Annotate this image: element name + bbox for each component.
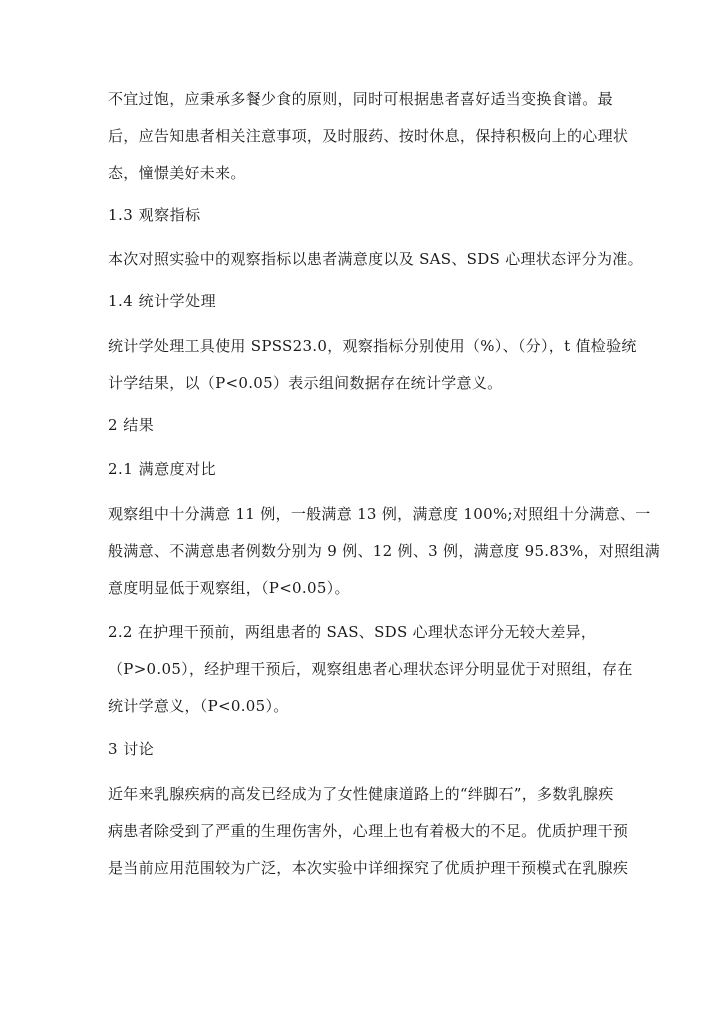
paragraph-6-line-2: 病患者除受到了严重的生理伤害外，心理上也有着极大的不足。优质护理干预: [108, 822, 629, 840]
paragraph-1-line-1: 不宜过饱，应秉承多餐少食的原则，同时可根据患者喜好适当变换食谱。最: [108, 90, 613, 108]
paragraph-4-line-1: 观察组中十分满意 11 例，一般满意 13 例，满意度 100%;对照组十分满意、一: [108, 505, 651, 523]
section-heading-1-4: 1.4 统计学处理: [108, 292, 217, 310]
paragraph-1-line-3: 态，憧憬美好未来。: [108, 164, 246, 182]
section-heading-1-3: 1.3 观察指标: [108, 206, 201, 224]
paragraph-5-line-1: 2.2 在护理干预前，两组患者的 SAS、SDS 心理状态评分无较大差异，: [108, 623, 597, 641]
paragraph-5-line-2: （P>0.05），经护理干预后，观察组患者心理状态评分明显优于对照组，存在: [108, 660, 633, 678]
paragraph-1-line-2: 后，应告知患者相关注意事项，及时服药、按时休息，保持积极向上的心理状: [108, 127, 629, 145]
paragraph-5-line-3: 统计学意义，（P<0.05）。: [108, 697, 289, 715]
paragraph-3-line-2: 计学结果，以（P<0.05）表示组间数据存在统计学意义。: [108, 374, 503, 392]
section-heading-2: 2 结果: [108, 416, 155, 434]
section-heading-2-1: 2.1 满意度对比: [108, 460, 217, 478]
paragraph-6-line-1: 近年来乳腺疾病的高发已经成为了女性健康道路上的“绊脚石”，多数乳腺疾: [108, 785, 614, 803]
paragraph-2-line-1: 本次对照实验中的观察指标以患者满意度以及 SAS、SDS 心理状态评分为准。: [108, 250, 643, 268]
section-heading-3: 3 讨论: [108, 740, 155, 758]
paragraph-6-line-3: 是当前应用范围较为广泛，本次实验中详细探究了优质护理干预模式在乳腺疾: [108, 859, 629, 877]
paragraph-4-line-2: 般满意、不满意患者例数分别为 9 例、12 例、3 例，满意度 95.83%，对照组满: [108, 542, 661, 560]
paragraph-3-line-1: 统计学处理工具使用 SPSS23.0，观察指标分别使用（%）、（分），t 值检验统: [108, 337, 637, 355]
paragraph-4-line-3: 意度明显低于观察组，（P<0.05）。: [108, 579, 350, 597]
